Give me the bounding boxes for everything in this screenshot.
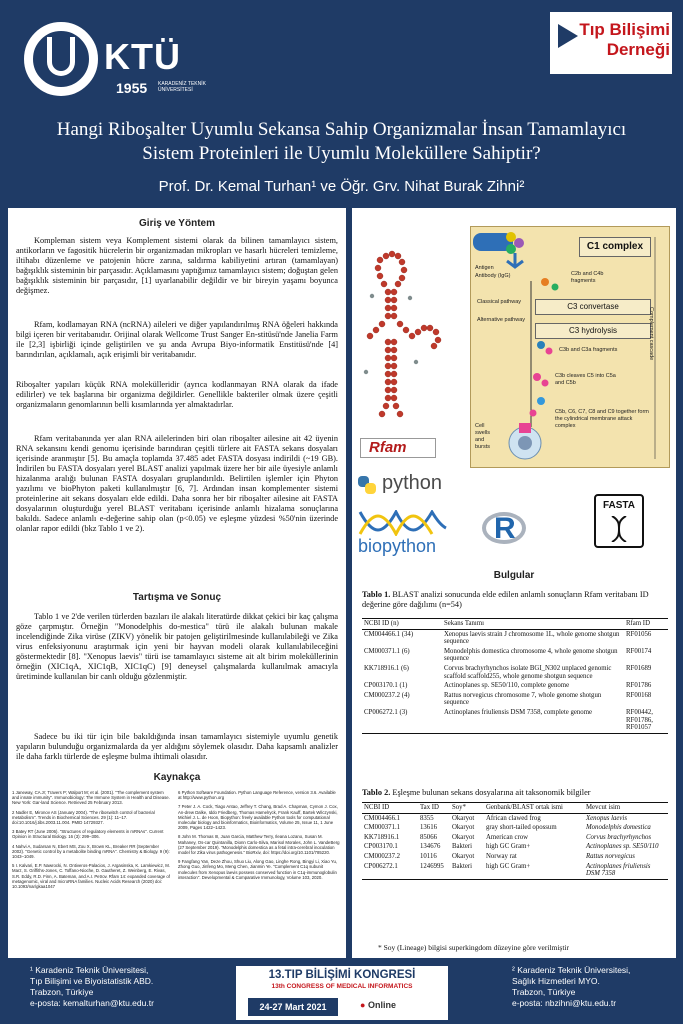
dna-icon: [608, 516, 630, 542]
table2-caption-label: Tablo 2.: [362, 788, 391, 797]
antibody-label: Antibody (IgG): [475, 273, 511, 279]
table-cell: CM004466.1 (34): [364, 630, 414, 638]
table1-caption-text: BLAST analizi sonucunda elde edilen anlamlı sonuçların Rfam veritabanı ID değerine göre dağılımı (n=54): [362, 590, 649, 609]
complement-cascade-figure: [470, 226, 670, 468]
table2-caption-text: Eşleşme bulunan sekans dosyalarına ait taksonomik bilgiler: [390, 788, 591, 797]
c3-convertase-box: [535, 299, 651, 315]
ktu-university-name: KARADENİZ TEKNİK ÜNİVERSİTESİ: [158, 81, 206, 93]
affiliation-email: e-posta: nbzihni@ktu.edu.tr: [512, 998, 617, 1008]
table2-header-row: [362, 803, 668, 814]
table-cell: Actinoplanes friuliensis DSM 7358, complete genome: [444, 708, 592, 716]
ktu-year: 1955: [116, 80, 148, 96]
table-cell: African clawed frog: [486, 814, 541, 822]
congress-date: 24-27 Mart 2021: [248, 998, 338, 1016]
table2-header-cell: Mevcut isim: [586, 804, 621, 811]
table-cell: Actinoplanes friuliensis DSM 7358: [586, 862, 651, 878]
table-row: [362, 629, 668, 647]
table-cell: RF00442, RF01786, RF01057: [626, 708, 654, 732]
antigen-label: Antigen: [475, 265, 494, 271]
tbd-name: Tıp Bilişimi Derneği: [579, 20, 670, 59]
table-row: [362, 813, 668, 823]
poster-authors: Prof. Dr. Kemal Turhan¹ ve Öğr. Grv. Nihat Burak Zihni²: [158, 178, 525, 195]
rfam-logo: [360, 438, 436, 458]
python-logo-text: python: [382, 472, 443, 494]
table-cell: CM000371.1 (6): [364, 647, 410, 655]
affiliation-line: ¹ Karadeniz Teknik Üniversitesi,: [30, 965, 149, 975]
table-cell: RF01689: [626, 664, 652, 672]
table1-header-cell: NCBI ID (n): [364, 620, 399, 627]
reference-item: 2 Nadler E, Mironov AS (January 2004). "The riboswitch control of bacterial metabolism". Trends in Biochemical Sciences. 29 (1): 11–17. doi:10.1016/j.tibs.2003.11.004. PMID 14729327.: [12, 809, 155, 826]
table-cell: Monodelphis domestica: [586, 824, 651, 832]
table-cell: Okaryot: [452, 833, 475, 841]
table-row: [362, 708, 668, 733]
rfam-logo-text: Rfam: [369, 439, 407, 456]
congress-banner: [236, 966, 448, 1020]
table-row: [362, 647, 668, 664]
table-cell: CM004466.1: [364, 814, 401, 822]
table-row: [362, 862, 668, 880]
python-icon: [358, 476, 376, 494]
c3b-c3a-label: C3b and C3a fragments: [559, 347, 618, 353]
table2-caption: [362, 788, 668, 798]
c2b-c4b-label: C2b and C4b fragments: [571, 271, 604, 284]
tbd-arrow-icon: [558, 24, 578, 48]
discussion-heading: Tartışma ve Sonuç: [132, 592, 222, 603]
c3b-cleaves-c5-label: C3b cleaves C5 into C5a and C5b: [555, 373, 616, 386]
intro-paragraph-3: Riboşalter yapıları küçük RNA molekülleridir (ayrıca kodlanmayan RNA olarak da ifade edilirler) ve tek başlarına bir organizma değildirler. Genellikle bakteriler olmak üzere çeşitli organizmaların genomlarının belli kısımlarında yer almaktadırlar.: [16, 380, 338, 409]
table-cell: CM000237.2: [364, 852, 401, 860]
table-cell: Norway rat: [486, 852, 517, 860]
author1-affiliation: [30, 965, 154, 1009]
poster-header: [0, 0, 683, 105]
table1: [362, 618, 668, 734]
riboswitch-structure-figure: [358, 232, 458, 422]
affiliation-line: Trabzon, Türkiye: [30, 987, 94, 997]
table2-header-cell: Soy*: [452, 804, 466, 811]
table1-caption: [362, 590, 668, 610]
table-cell: KK718916.1: [364, 833, 400, 841]
table-cell: 10116: [420, 852, 437, 860]
discussion-paragraph-1: Tablo 1 ve 2'de verilen türlerden bazıları ile alakalı literatürde dikkat çekici bir kaç çalışma göze çarpmıştır. Örneğin "Monodelphis do-mestica" türü ile alakalı bulunan makale incelendiğinde Zika virüse (ZIKV) yönelik bir patojen geliştirilmesinde kullanılabileği ve Zika virus enfeksiyonunu araştırmak için yeni bir hayvan modeli olarak kullanılabileceğini göstermektedir [8]. "Xenopus laevis" türü ise tamamlayıcı sisteme ait alt birim moleküllerinin örneğin (XIC1qA, XIC1qB, XIC1qC) [9] deneysel çalışmalarda kullanılmak amacıyla üretiminde kullanılan bir canlı olduğu gözlenmiştir.: [16, 612, 338, 681]
c3-convertase-label: C3 convertase: [567, 302, 619, 311]
table1-header-row: [362, 619, 668, 630]
table-cell: 1246995: [420, 862, 444, 870]
author2-affiliation: [512, 965, 630, 1009]
table-cell: Okaryot: [452, 852, 475, 860]
table-row: [362, 691, 668, 708]
congress-subtitle: 13th CONGRESS OF MEDICAL INFORMATICS: [271, 983, 413, 990]
reference-item: 3 Batey RT (June 2006). "Structures of regulatory elements in mRNAs". Current Opinion in Structural Biology. 16 (3): 299–306.: [12, 829, 164, 840]
table-cell: Xenopus laevis strain J chromosome 1L, whole genome shotgun sequence: [444, 630, 620, 646]
table1-header-cell: Sekans Tanımı: [444, 620, 484, 627]
online-icon: ●: [360, 1000, 366, 1010]
reference-item: 4 Nahvi A, Sudarsan N, Ebert MS, Zou X, Brown KL, Breaker RR (September 2002). "Genetic control by a metabolite binding mRNA". Chemistry & Biology. 9 (9): 1043–1049.: [12, 843, 170, 860]
table2-footnote: * Soy (Lineage) bilgisi superkingdom düzeyine göre verilmiştir: [378, 943, 570, 952]
table-row: [362, 852, 668, 862]
table-cell: CM000371.1: [364, 824, 401, 832]
intro-paragraph-1: Kompleman sistem veya Komplement sistemi olarak da bilinen tamamlayıcı sistem, antikorların ve fagositik hücrelerin bir organizmadan mikropları ve hasarlı hücreleri temizleme, iltihabı düzenleme ve patojenin hücre zarına, saldırma kabiliyetini artıran (tamamlayan) bağışıklık sisteminin bir parçasıdır. Açıklamasını yaptığımız tamamlayıcı sistem; doğuştan gelen bağışıklık sisteminin bir parçasıdır, [1] uyarlanabilir değildir ve bir bireyin yaşamı boyunca değişmez.: [16, 236, 338, 295]
table-cell: Corvus brachyrhynchos: [586, 833, 652, 841]
affiliation-line: Trabzon, Türkiye: [512, 987, 576, 997]
table-cell: CP006272.1: [364, 862, 398, 870]
affiliation-line: ² Karadeniz Teknik Üniversitesi,: [512, 965, 631, 975]
biopython-logo-text: biopython: [358, 536, 437, 556]
alternative-pathway-label: Alternative pathway: [477, 317, 525, 323]
table-cell: RF01056: [626, 630, 652, 638]
poster-title: Hangi Riboşalter Uyumlu Sekansa Sahip Organizmalar İnsan Tamamlayıcı Sistem Proteinleri ile Uyumlu Moleküllere Sahiptir?: [56, 119, 627, 164]
table-cell: American crow: [486, 833, 529, 841]
table-row: [362, 842, 668, 852]
complement-cascade-label: Complement cascade: [648, 307, 654, 361]
discussion-paragraph-2: Sadece bu iki tür için bile bakıldığında insan tamamlayıcı sistemiyle uyumlu genetik yapıların bulunduğu organizmalarda da yer aldığını söylemek olasıdır. Daha kapsamlı analizler ile daha farklı türlerde de eşleşme bulma ihtimali olasıdır.: [16, 732, 338, 761]
r-logo-text: R: [494, 512, 516, 545]
classical-pathway-label: Classical pathway: [477, 299, 522, 305]
affiliation-email: e-posta: kemalturhan@ktu.edu.tr: [30, 998, 154, 1008]
table-cell: Actinoplanes sp. SE50/110: [586, 843, 659, 851]
ktu-letters: KTÜ: [104, 36, 181, 77]
table-cell: KK718916.1 (6): [364, 664, 409, 672]
table-cell: Xenopus laevis: [586, 814, 627, 822]
ktu-emblem-icon: [24, 22, 98, 96]
fasta-logo-text: FASTA: [602, 500, 636, 511]
table-cell: Actinoplanes sp. SE50/110, complete genome: [444, 682, 570, 690]
reference-item: 6 Python Software Foundation. Python Language Reference, version 3.6. Available at http://www.python.org: [178, 790, 336, 801]
table-cell: 13616: [420, 824, 437, 832]
congress-title: 13.TIP BİLİŞİMİ KONGRESİ: [268, 969, 416, 981]
references-right: [178, 790, 340, 884]
c3-hydrolysis-box: [535, 323, 651, 339]
table-cell: Rattus norvegicus chromosome 7, whole genome shotgun sequence: [444, 691, 602, 707]
table-cell: 85066: [420, 833, 437, 841]
references-left: [12, 790, 172, 893]
table-cell: CP003170.1 (1): [364, 682, 408, 690]
table-row: [362, 681, 668, 691]
tbd-logo: [548, 10, 674, 76]
table-cell: RF00168: [626, 691, 652, 699]
affiliation-line: Tıp Bilişimi ve Biyoistatistik ABD.: [30, 976, 154, 986]
table-cell: RF00174: [626, 647, 652, 655]
reference-item: 5 I. Kalvari, E.P. Nawrocki, N. Ontiveros-Palacios, J. Argasinska, K. Lamkiewicz, M. Marz, S. Griffiths-Jones, C. Toffano-Nioche, D. Gautheret, Z. Weinberg, E. Rivas, S.R. Eddy, R.D. Finn, A. Bateman, and A.I. Petrov. Rfam 14: expanded coverage of metagenomic, viral and microRNA families. Nucleic Acids Research (2020) doi: 10.1093/nar/gkaa1047: [12, 863, 171, 890]
left-column: [8, 208, 346, 958]
table-cell: Bakteri: [452, 843, 473, 851]
reference-item: 9 Fangfang Yan, Deze Zhou, Shuo Liu, Along Gao, Linghe Rong, Bingyi Li, Xiao Yu, Zhong Guo, Jinfeng Mo, Meng Chen, Jianmin Ye. "Complement C1q subunit molecules from Xenopus laevis possess conserved function in C1q-immunoglobulin interaction". Developmental & Comparative Immunology, Volume 103, 2020.: [178, 859, 338, 880]
table-row: [362, 664, 668, 681]
congress-online-label: Online: [367, 1000, 396, 1010]
table-cell: Rattus norvegicus: [586, 852, 635, 860]
table-cell: gray short-tailed opossum: [486, 824, 557, 832]
table-cell: CP006272.1 (3): [364, 708, 408, 716]
references-heading: Kaynakça: [153, 772, 201, 783]
table-cell: Okaryot: [452, 824, 475, 832]
reference-item: 1 Janeway, CA Jr; Travers P; Walport M; et al. (2001). "The complement system and innate immunity". Immunobiology: The Immune System in Health and Disease. New York: Gar-land Science. Retrieved 25 February 2013.: [12, 790, 170, 806]
table2-header-cell: Tax ID: [420, 804, 439, 811]
table2-header-cell: Genbank/BLAST ortak ismi: [486, 804, 563, 811]
reference-item: 8 John M. Thomas III, Juan Garcia, Matthew Terry, Ileana Lozano, Susan M. Mahaney, Os-car Quintanilla, Dionn Carlo-Silva, Marisol Morales, John L. VandeBerg (27 September 2019). "Monodelphis domestica as a fetal intra-cerebral inoculation model for Zika virus pathogenesis." BioRxiv, doi: https://doi.org/10.1101/785220.: [178, 834, 340, 856]
r-logo: [480, 508, 530, 550]
table-cell: CP003170.1: [364, 843, 398, 851]
cell-bursts-label: Cell swells and bursts: [475, 423, 490, 450]
biopython-helix-icon: [358, 510, 448, 536]
table-row: [362, 833, 668, 843]
intro-paragraph-4: Rfam veritabanında yer alan RNA ailelerinden biri olan riboşalter ailesine ait 42 üyenin RNA sekansını kendi genomu içerisinde barındıran çeşitli türlere ait FASTA sekans dosyaları içerisinde aranmıştır [5]. Bu amaçla toplamda 37.485 adet FASTA dosyası indirildi (~19 GB). İndirilen bu FASTA dosyaları yerel BLAST analizi yapılmak üzere her bir aile üyesiyle anlamlı hizalanma aralığı bulunan FASTA dosyaları gruplandırıldı. Belirtilen işlemler için Phyton yazılımı ve bioPhyton paketi kullanılmıştır [6, 7]. Ardından insan komplementer sistemi proteinlerine ait sekans dosyaları elde edildi. Daha sonra her bir riboşalter ailesine ait FASTA dosyalarının oluşturduğu yerel BLAST veritabanı içerisinde anlamlı hizalama sonuçlarına bakıldı. Sadece anlamlı e-değerine sahip olan (p<0.05) ve eşleşme yüzdesi %50'nin üzerinde olanlar rapor edildi (bkz Tablo 1 ve 2).: [16, 434, 338, 533]
c3-hydrolysis-label: C3 hydrolysis: [568, 326, 617, 335]
right-column: [352, 208, 676, 958]
ktu-logo: [12, 10, 206, 102]
table1-header-cell: Rfam ID: [626, 620, 650, 627]
table1-caption-label: Tablo 1.: [362, 590, 391, 599]
intro-paragraph-2: Rfam, kodlamayan RNA (ncRNA) aileleri ve diğer yapılandırılmış RNA öğeleri hakkında bilgi içeren bir veritabanıdır. Orijinal olarak Wellcome Trust Sanger En-stitüsü'nde Janelia Farm ile [2,3] işbirliği içinde geliştirilen ve şu anda Avrupa Biyo-informatik Enstitüsü'nde [4] barındırılan, açıklamalı, açık erişimli bir veritabanıdır.: [16, 320, 338, 359]
intro-heading: Giriş ve Yöntem: [139, 218, 215, 229]
table2-header-cell: NCBI ID: [364, 804, 390, 811]
c1-complex-label: C1 complex: [586, 241, 644, 252]
reference-item: 7 Peter J. A. Cock, Tiago Antao, Jeffrey T. Chang, Brad A. Chapman, Cymon J. Cox, An-drew Dalke, Iddo Friedberg, Thomas Hamelryck, Frank Kauff, Bartek Wilczynski, Michiel J. L. de Hoon, Biopython: freely available Python tools for computational molecular biology and bioinformatics, Bioinformatics, Volume 25, Issue 11, 1 June 2009, Pages 1422–1423.: [178, 804, 338, 831]
table2: [362, 802, 668, 880]
table-row: [362, 823, 668, 833]
table-cell: CM000237.2 (4): [364, 691, 410, 699]
table-cell: high GC Gram+: [486, 862, 531, 870]
table-cell: Monodelphis domestica chromosome 4, whole genome shotgun sequence: [444, 647, 618, 663]
results-heading: Bulgular: [493, 570, 535, 581]
table-cell: 134676: [420, 843, 441, 851]
table-cell: high GC Gram+: [486, 843, 531, 851]
mac-label: C5b, C6, C7, C8 and C9 together form the cylindrical membrane attack complex: [555, 409, 649, 429]
affiliation-line: Sağlık Hizmetleri MYO.: [512, 976, 600, 986]
table-cell: Okaryot: [452, 814, 475, 822]
table-cell: RF01786: [626, 682, 652, 690]
congress-online: [360, 1000, 396, 1010]
c1-complex-box: [579, 237, 651, 257]
fasta-logo: [594, 494, 644, 548]
table-cell: Bakteri: [452, 862, 473, 870]
table-cell: Corvus brachyrhynchos isolate BGI_N302 unplaced genomic scaffold scaffold255, whole genome shotgun sequence: [444, 664, 612, 680]
table-cell: 8355: [420, 814, 434, 822]
